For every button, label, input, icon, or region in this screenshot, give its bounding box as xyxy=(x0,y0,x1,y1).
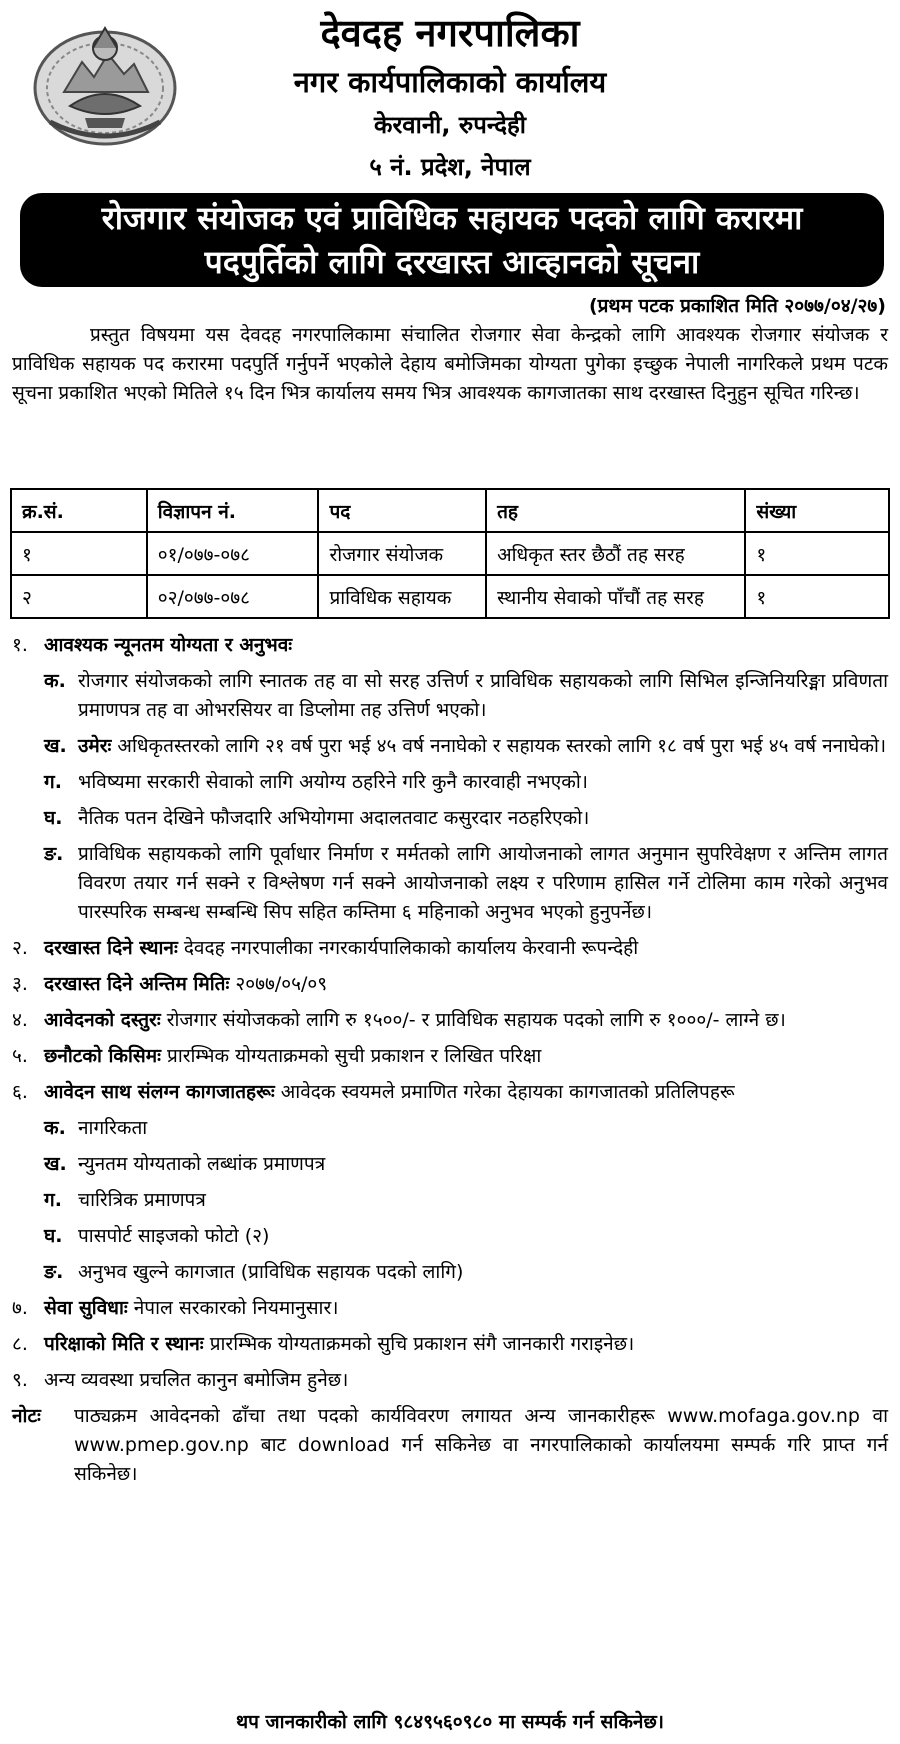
contact-footer: थप जानकारीको लागि ९८४९५६०९८० मा सम्पर्क गर्न सकिनेछ। xyxy=(236,1711,664,1733)
vacancy-table xyxy=(10,488,890,619)
item-label: ङ. xyxy=(44,1261,64,1283)
list-item xyxy=(44,1114,888,1143)
list-item xyxy=(44,768,888,797)
publication-date: (प्रथम पटक प्रकाशित मिति २०७७/०४/२७) xyxy=(588,295,886,317)
section-number: ३. xyxy=(12,973,28,995)
section-title: छनौटको किसिमः xyxy=(44,1045,161,1067)
section-title: सेवा सुविधाः xyxy=(44,1297,128,1319)
list-item xyxy=(44,732,888,761)
section-body xyxy=(44,1042,888,1071)
section-number: ६. xyxy=(12,1081,28,1103)
section-title: आवेदनको दस्तुरः xyxy=(44,1009,161,1031)
table-cell: १ xyxy=(745,532,889,575)
section-number: ९. xyxy=(12,1369,28,1391)
item-bold-lead: उमेरः xyxy=(78,735,112,757)
item-label: ग. xyxy=(44,771,62,793)
notice-title-banner xyxy=(20,193,884,287)
table-cell: ०१/०७७-०७८ xyxy=(147,532,319,575)
province-line: ५ नं. प्रदेश, नेपाल xyxy=(369,153,531,181)
section-title: दरखास्त दिने अन्तिम मितिः xyxy=(44,973,230,995)
section-body xyxy=(44,1006,888,1035)
col-header-count: संख्या xyxy=(745,489,889,532)
list-item xyxy=(44,1186,888,1215)
office-location: केरवानी, रुपन्देही xyxy=(374,111,526,139)
section-body xyxy=(44,1078,888,1107)
item-text: रोजगार संयोजकको लागि स्नातक तह वा सो सरह उत्तिर्ण र प्राविधिक सहायकको लागि सिभिल इन्जिनियरिङ्मा प्रविणता प्रमाणपत्र तह वा ओभरसियर वा डिप्लोमा तह उत्तिर्ण भएको। xyxy=(78,670,888,721)
col-header-ad-no: विज्ञापन नं. xyxy=(147,489,319,532)
section-number: ४. xyxy=(12,1009,28,1031)
intro-paragraph: प्रस्तुत विषयमा यस देवदह नगरपालिकामा संचालित रोजगार सेवा केन्द्रको लागि आवश्यक रोजगार संयोजक र प्राविधिक सहायक पद करारमा पदपुर्ति गर्नुपर्ने भएकोले देहाय बमोजिमका योग्यता पुगेका इच्छुक नेपाली नागरिकले प्रथम पटक सूचना प्रकाशित भएको मितिले १५ दिन भित्र कार्यालय समय भित्र आवश्यक कागजातका साथ दरखास्त दिनुहुन सूचित गरिन्छ। xyxy=(12,324,888,404)
list-item xyxy=(44,1222,888,1251)
section-title: परिक्षाको मिति र स्थानः xyxy=(44,1333,204,1355)
table-row xyxy=(11,575,889,618)
section-title: आवश्यक न्यूनतम योग्यता र अनुभवः xyxy=(44,634,293,656)
municipality-name: देवदह नगरपालिका xyxy=(320,11,580,55)
item-text: प्राविधिक सहायकको लागि पूर्वाधार निर्माण र मर्मतको लागि आयोजनाको लागत अनुमान सुपरिवेक्षण र अन्तिम लागत विवरण तयार गर्न सक्ने र विश्लेषण गर्न सक्ने आयोजनाको लक्ष्य र परिणाम हासिल गर्ने टोलिमा काम गरेको अनुभव पारस्परिक सम्बन्ध सम्बन्धि सिप सहित कम्तिमा ६ महिनाको अनुभव भएको हुनुपर्नेछ। xyxy=(78,843,888,923)
table-cell: प्राविधिक सहायक xyxy=(318,575,486,618)
section-deadline xyxy=(12,970,888,999)
section-number: ८. xyxy=(12,1333,28,1355)
section-body xyxy=(44,1294,888,1323)
item-label: ग. xyxy=(44,1189,62,1211)
section-facilities xyxy=(12,1294,888,1323)
list-item xyxy=(44,840,888,927)
item-text: चारित्रिक प्रमाणपत्र xyxy=(78,1189,206,1211)
item-text: न्युनतम योग्यताको लब्धांक प्रमाणपत्र xyxy=(78,1153,326,1175)
note-block xyxy=(12,1402,888,1489)
col-header-post: पद xyxy=(318,489,486,532)
list-item xyxy=(44,1150,888,1179)
col-header-sn: क्र.सं. xyxy=(11,489,147,532)
item-text: नैतिक पतन देखिने फौजदारि अभियोगमा अदालतवाट कसुरदार नठहरिएको। xyxy=(78,807,590,829)
section-number: २. xyxy=(12,937,28,959)
section-fee xyxy=(12,1006,888,1035)
section-exam-date xyxy=(12,1330,888,1359)
item-text: नागरिकता xyxy=(78,1117,148,1139)
notice-title-line-2: पदपुर्तिको लागि दरखास्त आव्हानको सूचना xyxy=(204,243,700,281)
section-body xyxy=(44,1330,888,1359)
section-selection-type xyxy=(12,1042,888,1071)
note-text: पाठ्यक्रम आवेदनको ढाँचा तथा पदको कार्यविवरण लगायत अन्य जानकारीहरू www.mofaga.gov.np वा www.pmep.gov.np बाट download गर्न सकिनेछ वा नगरपालिकाको कार्यालयमा सम्पर्क गरि प्राप्त गर्न सकिनेछ। xyxy=(74,1405,888,1485)
col-header-level: तह xyxy=(486,489,745,532)
item-label: क. xyxy=(44,670,66,692)
section-body xyxy=(44,970,888,999)
item-text: अधिकृतस्तरको लागि २१ वर्ष पुरा भई ४५ वर्ष ननाघेको र सहायक स्तरको लागि १८ वर्ष पुरा भई ४५ वर्ष ननाघेको। xyxy=(111,735,887,757)
table-cell: स्थानीय सेवाको पाँचौं तह सरह xyxy=(486,575,745,618)
office-name: नगर कार्यपालिकाको कार्यालय xyxy=(293,65,607,99)
item-label: ख. xyxy=(44,735,67,757)
notice-title-line-1: रोजगार संयोजक एवं प्राविधिक सहायक पदको लागि करारमा xyxy=(101,199,803,237)
notice-sections xyxy=(12,631,888,1489)
item-label: ङ. xyxy=(44,843,64,865)
table-cell: ०२/०७७-०७८ xyxy=(147,575,319,618)
section-text: प्रारम्भिक योग्यताक्रमको सुची प्रकाशन र लिखित परिक्षा xyxy=(160,1045,542,1067)
section-other xyxy=(12,1366,888,1395)
section-text: रोजगार संयोजकको लागि रु १५००/- र प्राविधिक सहायक पदको लागि रु १०००/- लाग्ने छ। xyxy=(160,1009,786,1031)
list-item xyxy=(44,667,888,725)
section-documents xyxy=(12,1078,888,1107)
item-text: अनुभव खुल्ने कागजात (प्राविधिक सहायक पदको लागि) xyxy=(78,1261,464,1283)
table-cell: १ xyxy=(745,575,889,618)
table-header-row xyxy=(11,489,889,532)
list-item xyxy=(44,804,888,833)
section-title: दरखास्त दिने स्थानः xyxy=(44,937,178,959)
section-text: आवेदक स्वयमले प्रमाणित गरेका देहायका कागजातको प्रतिलिपहरू xyxy=(274,1081,735,1103)
section-number: १. xyxy=(12,634,28,656)
section-text: प्रारम्भिक योग्यताक्रमको सुचि प्रकाशन संगै जानकारी गराइनेछ। xyxy=(203,1333,635,1355)
table-row xyxy=(11,532,889,575)
item-label: क. xyxy=(44,1117,66,1139)
section-title: आवेदन साथ संलग्न कागजातहरूः xyxy=(44,1081,275,1103)
table-cell: १ xyxy=(11,532,147,575)
note-label: नोटः xyxy=(12,1405,41,1427)
item-label: ख. xyxy=(44,1153,67,1175)
list-item xyxy=(44,1258,888,1287)
table-cell: रोजगार संयोजक xyxy=(318,532,486,575)
table-cell: २ xyxy=(11,575,147,618)
section-body xyxy=(44,934,888,963)
section-text: अन्य व्यवस्था प्रचलित कानुन बमोजिम हुनेछ। xyxy=(44,1369,349,1391)
section-number: ५. xyxy=(12,1045,28,1067)
section-text: २०७७/०५/०९ xyxy=(229,973,328,995)
table-cell: अधिकृत स्तर छैठौं तह सरह xyxy=(486,532,745,575)
section-number: ७. xyxy=(12,1297,28,1319)
item-label: घ. xyxy=(44,807,63,829)
item-text: भविष्यमा सरकारी सेवाको लागि अयोग्य ठहरिने गरि कुनै कारवाही नभएको। xyxy=(78,771,588,793)
section-application-place xyxy=(12,934,888,963)
item-label: घ. xyxy=(44,1225,63,1247)
section-text: देवदह नगरपालीका नगरकार्यपालिकाको कार्यालय केरवानी रूपन्देही xyxy=(177,937,639,959)
item-body xyxy=(78,732,888,761)
section-qualification xyxy=(12,631,888,660)
item-text: पासपोर्ट साइजको फोटो (२) xyxy=(78,1225,270,1247)
section-text: नेपाल सरकारको नियमानुसार। xyxy=(127,1297,339,1319)
